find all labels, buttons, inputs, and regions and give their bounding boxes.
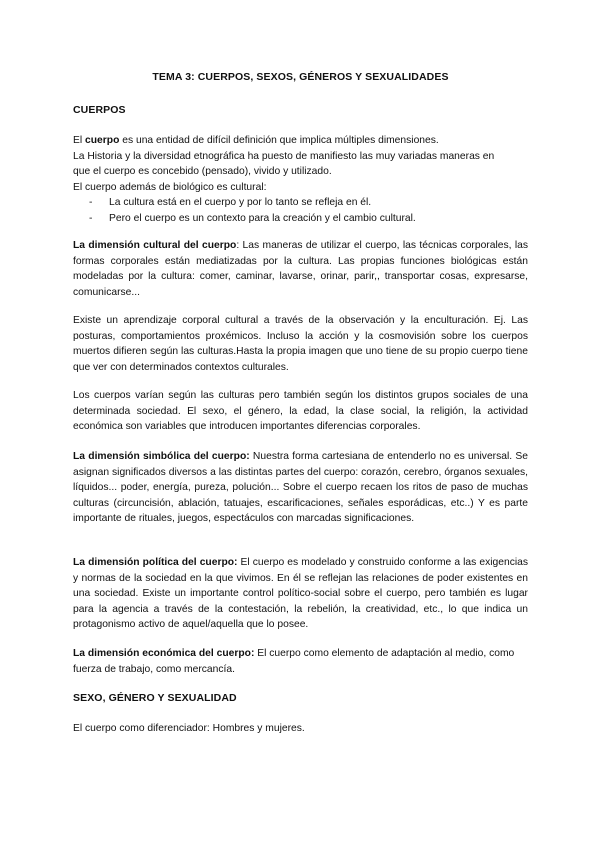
paragraph-lead-bold: La dimensión política del cuerpo: bbox=[73, 557, 238, 568]
intro-bullet-list bbox=[73, 195, 528, 226]
paragraph-dimension-economica: La dimensión económica del cuerpo: El cuerpo como elemento de adaptación al medio, como fuerza de trabajo, como mercancía. bbox=[73, 648, 515, 675]
bold-term-cuerpo: cuerpo bbox=[85, 135, 120, 146]
paragraph-lead-bold: La dimensión económica del cuerpo: bbox=[73, 648, 255, 659]
intro-line-3: que el cuerpo es concebido (pensado), vivido y utilizado. bbox=[73, 166, 332, 178]
list-item: - Pero el cuerpo es un contexto para la creación y el cambio cultural. bbox=[73, 211, 528, 227]
paragraph-dimension-politica: La dimensión política del cuerpo: El cuerpo es modelado y construido conforme a las exigencias y normas de la sociedad en la que vivimos. En él se reflejan las relaciones de poder existentes en una sociedad. Existe un importante control político-social sobre el cuerpo, pero también es lugar para la agencia a través de la contestación, la rebelión, la creatividad, etc., lo que indica un protagonismo activo de aquel/aquella que lo posee. bbox=[73, 557, 529, 631]
intro-line-4: El cuerpo además de biológico es cultural: bbox=[73, 181, 267, 193]
paragraph-dimension-simbolica: La dimensión simbólica del cuerpo: Nuestra forma cartesiana de entenderlo no es universal. Se asignan significados diversos a las distintas partes del cuerpo: corazón, cerebro, órganos sexuales, líquidos... poder, energía, pureza, polución... Sobre el cuerpo recaen los ritos de paso de muchas culturas (circuncisión, ablación, tatuajes, escarificaciones, señales esporádicas, etc..) Y es parte importante de rituales, juegos, espectáculos con marcadas significaciones. bbox=[73, 451, 528, 525]
paragraph-lead-bold: La dimensión cultural del cuerpo bbox=[73, 240, 237, 251]
paragraph-diferenciador: El cuerpo como diferenciador: Hombres y mujeres. bbox=[73, 723, 305, 734]
list-item: - La cultura está en el cuerpo y por lo tanto se refleja en él. bbox=[73, 195, 528, 211]
paragraph-lead-bold: La dimensión simbólica del cuerpo: bbox=[73, 451, 250, 462]
intro-line-2: La Historia y la diversidad etnográfica ha puesto de manifiesto las muy variadas maneras en bbox=[73, 150, 495, 162]
paragraph-variacion: Los cuerpos varían según las culturas pero también según los distintos grupos sociales de una determinada sociedad. El sexo, el género, la edad, la clase social, la religión, la actividad económica son variables que introducen importantes diferencias corporales. bbox=[73, 390, 528, 433]
bullet-dash: - bbox=[89, 212, 93, 224]
paragraph-aprendizaje: Existe un aprendizaje corporal cultural a través de la observación y la enculturación. Ej. Las posturas, comportamientos proxémicos. Incluso la acción y la cosmovisión sobre los cuerpos muertos difieren según las culturas.Hasta la propia imagen que uno tiene de su propio cuerpo tiene que ver con determinados contextos culturales. bbox=[73, 315, 528, 373]
intro-paragraph bbox=[73, 133, 528, 227]
paragraph-dimension-cultural: La dimensión cultural del cuerpo: Las maneras de utilizar el cuerpo, las técnicas corporales, las formas corporales están mediatizadas por la cultura. Las propias funciones biológicas están modeladas por la cultura: comer, caminar, lavarse, orinar, parir,, transportar cosas, expresarse, comunicarse... bbox=[73, 240, 528, 298]
document-title: TEMA 3: CUERPOS, SEXOS, GÉNEROS Y SEXUALIDADES bbox=[152, 71, 449, 83]
bullet-dash: - bbox=[89, 197, 93, 209]
section-heading-sexo-genero-sexualidad: SEXO, GÉNERO Y SEXUALIDAD bbox=[73, 692, 237, 704]
section-heading-cuerpos: CUERPOS bbox=[73, 104, 126, 116]
intro-line-1: El cuerpo es una entidad de difícil definición que implica múltiples dimensiones. bbox=[73, 135, 439, 146]
